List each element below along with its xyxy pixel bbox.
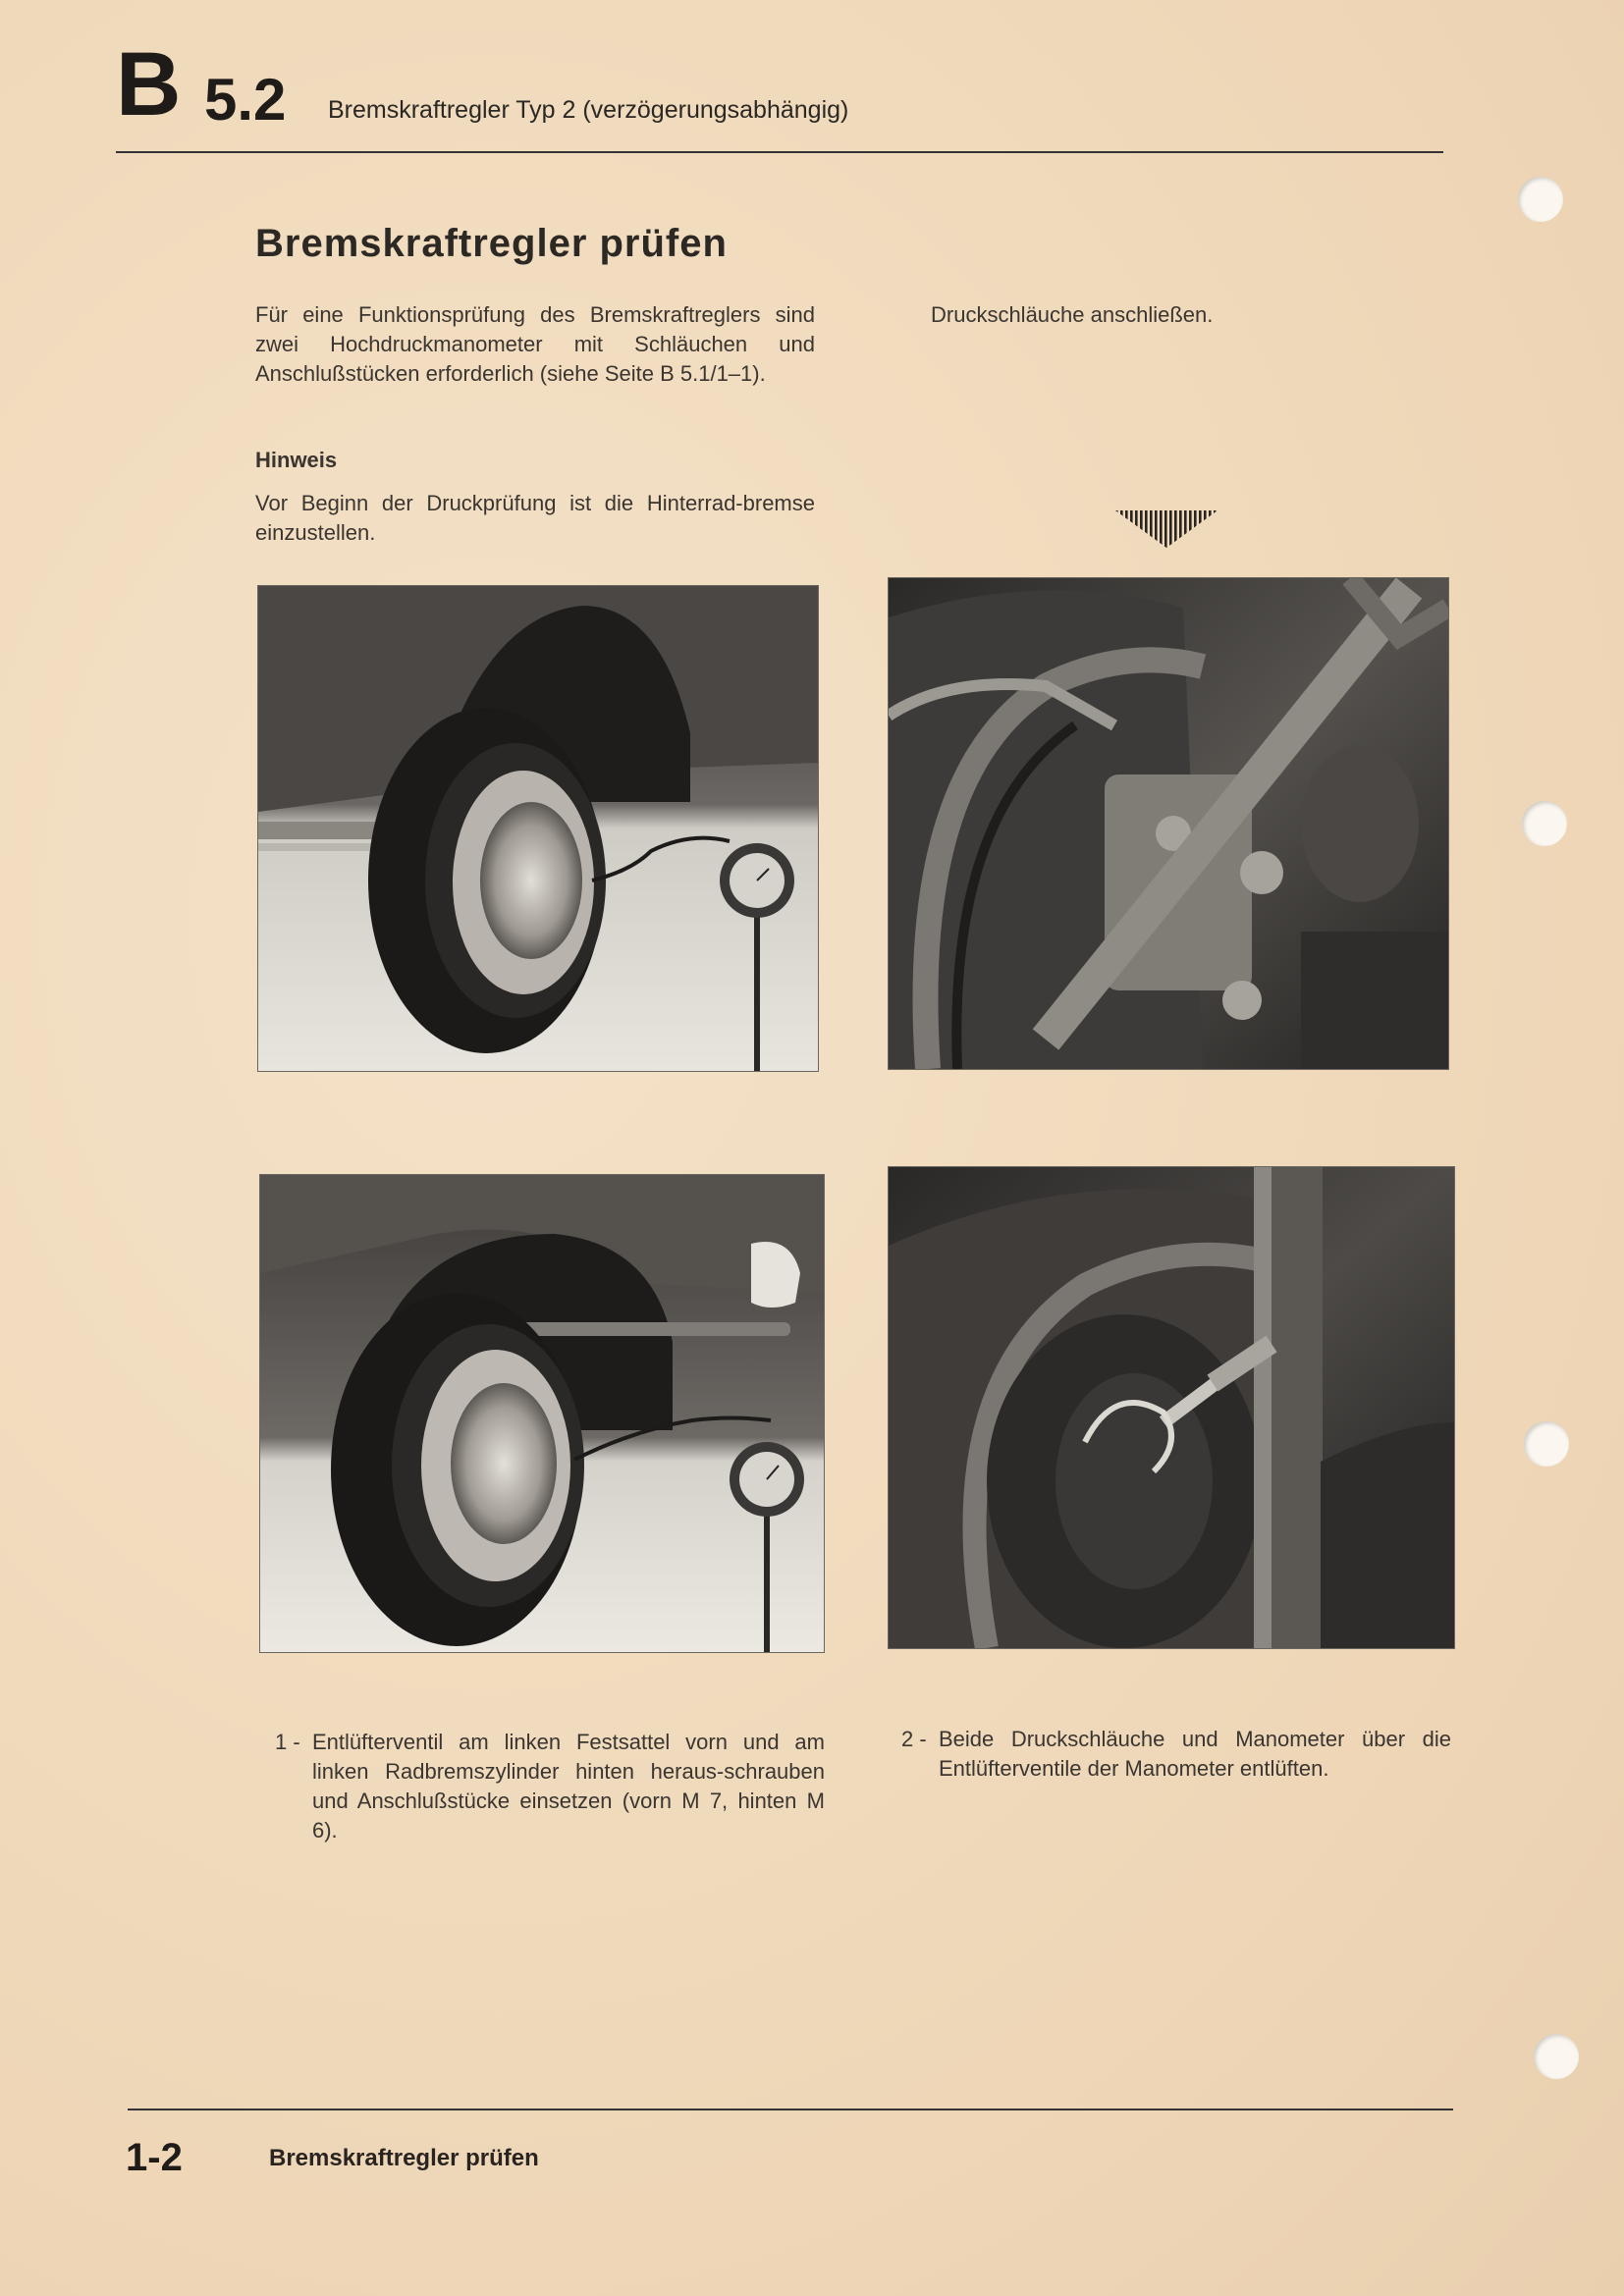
punch-hole [1534,2034,1579,2079]
photo-regulator-closeup [888,577,1449,1070]
caption-2 [901,1725,1451,1784]
caption-1 [275,1728,825,1845]
section-number: 5.2 [204,67,287,133]
note-paragraph: Vor Beginn der Druckprüfung ist die Hinterrad-bremse einzustellen. [255,491,815,545]
caption-1-text: Entlüfterventil am linken Festsattel vorn und am linken Radbremszylinder hinten heraus-schrauben und Anschlußstücke einsetzen (vorn M 7, hinten M 6). [312,1730,825,1842]
photo-front-wheel-gauge [259,1174,825,1653]
footer-title: Bremskraftregler prüfen [269,2145,539,2171]
punch-hole [1524,1421,1569,1467]
photo-bleeder-valve-hose [888,1166,1455,1649]
caption-2-text: Beide Druckschläuche und Manometer über die Entlüfterventile der Manometer entlüften. [939,1727,1451,1781]
note-heading: Hinweis [255,448,338,472]
caption-2-number: 2 - [901,1727,927,1751]
right-column-text: Druckschläuche anschließen. [931,302,1214,327]
page-heading: Bremskraftregler prüfen [255,222,728,265]
intro-paragraph: Für eine Funktionsprüfung des Bremskraftreglers sind zwei Hochdruckmanometer mit Schläuchen und Anschlußstücken erforderlich (siehe Seite B 5.1/1–1). [255,302,815,386]
punch-hole [1518,177,1563,222]
punch-hole [1522,801,1567,846]
photo-rear-wheel-gauge [257,585,819,1072]
header-divider [116,151,1443,153]
page-number: 1-2 [126,2136,183,2179]
section-title: Bremskraftregler Typ 2 (verzögerungsabhängig) [328,96,849,124]
down-arrow-icon [1115,510,1218,548]
caption-1-number: 1 - [275,1730,300,1754]
section-letter: B [116,34,182,134]
footer-divider [128,2109,1453,2110]
